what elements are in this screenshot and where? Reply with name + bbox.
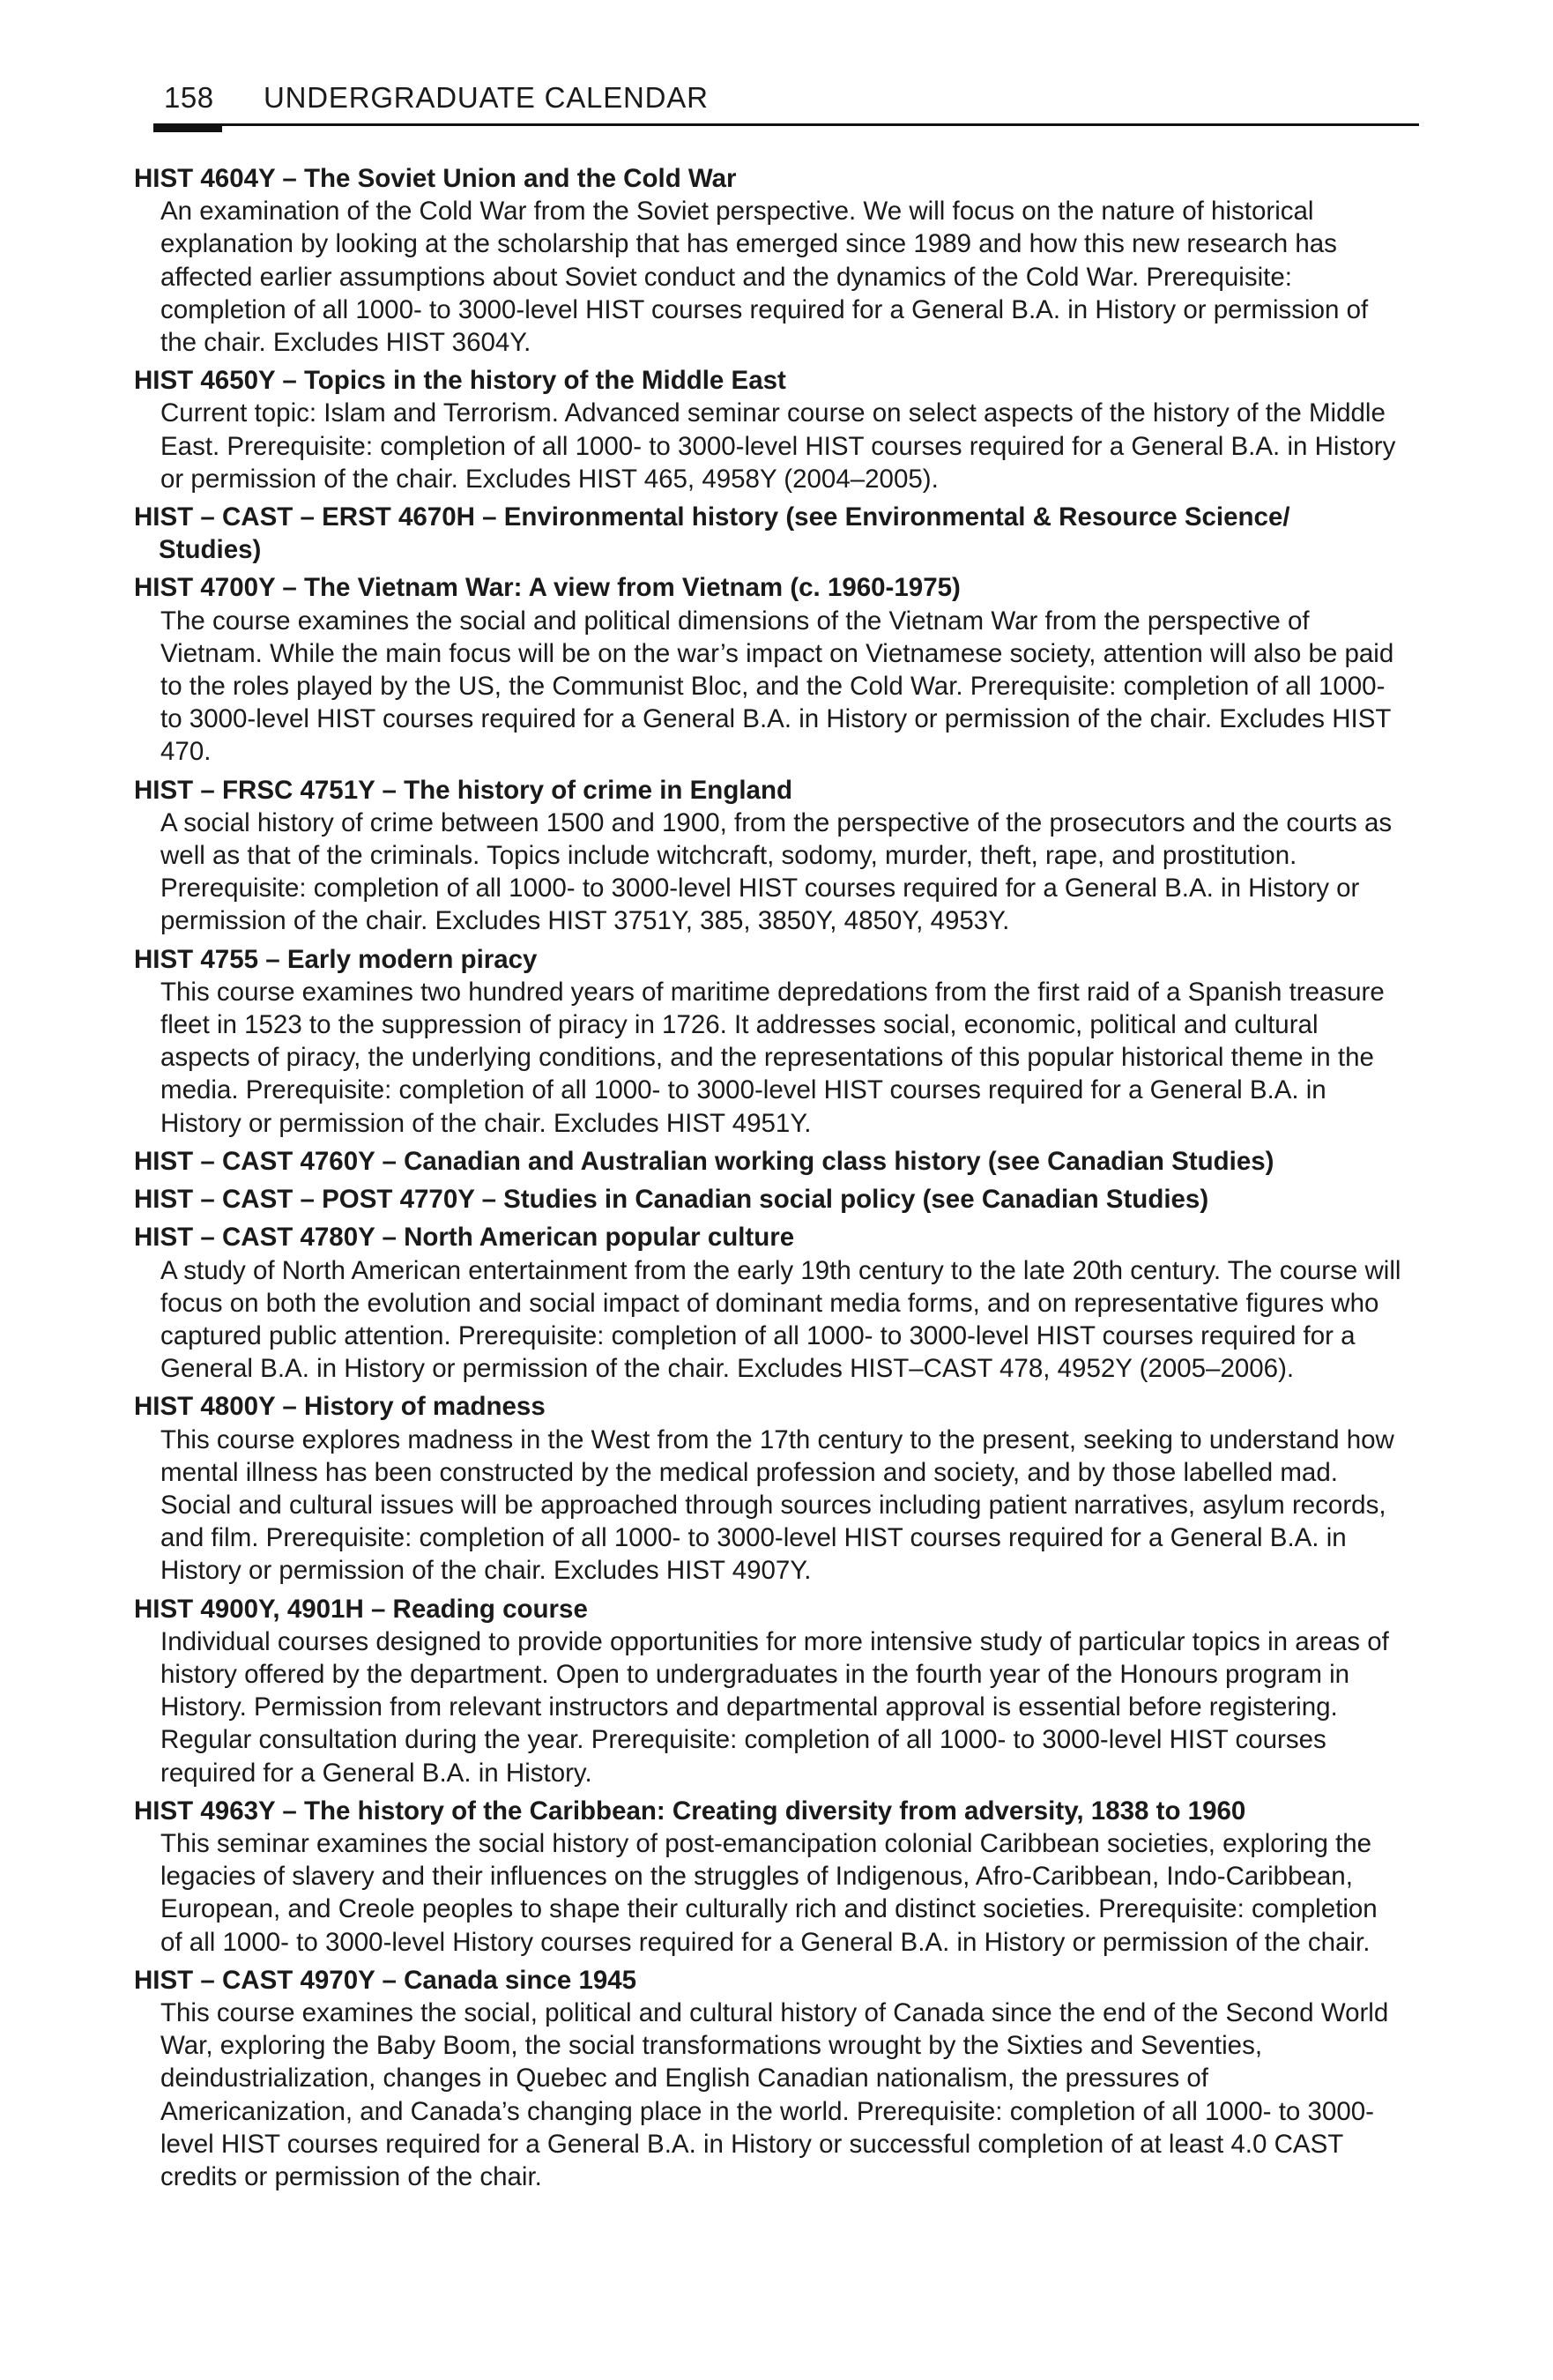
course-description: This course explores madness in the West from the 17th century to the present, seeking to understand how mental illness has been constructed by the medical profession and society, and by those labelled mad. Social and cultural issues will be approached through sources including patient narratives, asylum records, and film. Prerequisite: completion of all 1000- to 3000-level HIST courses required for a General B.A. in History or permission of the chair. Excludes HIST 4907Y. [160, 1424, 1394, 1586]
page-header [127, 81, 1419, 132]
course-entry [134, 1390, 1417, 1587]
course-description: Individual courses designed to provide opportunities for more intensive study of particular topics in areas of history offered by the department. Open to undergraduates in the fourth year of the Honours program in History. Permission from relevant instructors and departmental approval is essential before registering. Regular consultation during the year. Prerequisite: completion of all 1000- to 3000-level HIST courses required for a General B.A. in History. [160, 1626, 1389, 1788]
course-title: HIST – CAST – POST 4770Y – Studies in Canadian social policy (see Canadian Studies) [134, 1185, 1209, 1215]
course-title: HIST 4604Y – The Soviet Union and the Cold War [134, 164, 737, 193]
course-title: HIST 4900Y, 4901H – Reading course [134, 1594, 588, 1624]
course-title: HIST 4700Y – The Vietnam War: A view from Vietnam (c. 1960-1975) [134, 573, 961, 603]
course-description: Current topic: Islam and Terrorism. Advanced seminar course on select aspects of the history of the Middle East. Prerequisite: completion of all 1000- to 3000-level HIST courses required for a General B.A. in History or permission of the chair. Excludes HIST 465, 4958Y (2004–2005). [160, 398, 1396, 494]
course-title: HIST – FRSC 4751Y – The history of crime in England [134, 775, 792, 805]
course-description: This course examines the social, political and cultural history of Canada since the end of the Second World War, exploring the Baby Boom, the social transformations wrought by the Sixties and Seventies, deindustrialization, changes in Quebec and English Canadian nationalism, the pressures of Americanization, and Canada’s changing place in the world. Prerequisite: completion of all 1000- to 3000- level HIST courses required for a General B.A. in History or successful completion of at least 4.0 CAST credits or permission of the chair. [160, 1997, 1389, 2191]
course-entry [134, 1221, 1417, 1385]
course-title-continuation: Studies) [159, 535, 262, 565]
course-title: HIST – CAST 4760Y – Canadian and Australian working class history (see Canadian Studies) [134, 1146, 1274, 1176]
course-entry [134, 1183, 1417, 1216]
course-entry [134, 774, 1417, 938]
course-entry [134, 943, 1417, 1140]
course-description: This seminar examines the social history of post-emancipation colonial Caribbean societies, exploring the legacies of slavery and their influences on the struggles of Indigenous, Afro-Caribbean, Indo-Caribbean, European, and Creole peoples to shape their culturally rich and distinct societies. Prerequisite: completion of all 1000- to 3000-level History courses required for a General B.A. in History or permission of the chair. [160, 1828, 1378, 1957]
course-description: A study of North American entertainment from the early 19th century to the late 20th century. The course will focus on both the evolution and social impact of dominant media forms, and on representative figures who captured public attention. Prerequisite: completion of all 1000- to 3000-level HIST courses required for a General B.A. in History or permission of the chair. Excludes HIST–CAST 478, 4952Y (2005–2006). [160, 1255, 1401, 1384]
course-description: A social history of crime between 1500 and 1900, from the perspective of the prosecutors and the courts as well as that of the criminals. Topics include witchcraft, sodomy, murder, theft, rape, and prostitution. Prerequisite: completion of all 1000- to 3000-level HIST courses required for a General B.A. in History or permission of the chair. Excludes HIST 3751Y, 385, 3850Y, 4850Y, 4953Y. [160, 807, 1393, 936]
course-title: HIST – CAST 4970Y – Canada since 1945 [134, 1965, 637, 1995]
course-title: HIST 4755 – Early modern piracy [134, 944, 538, 974]
course-listing [134, 162, 1417, 2198]
header-tab-marker [153, 123, 222, 132]
course-title: HIST 4963Y – The history of the Caribbean: Creating diversity from adversity, 1838 to 1960 [134, 1796, 1246, 1826]
course-description: An examination of the Cold War from the Soviet perspective. We will focus on the nature of historical explanation by looking at the scholarship that has emerged since 1989 and how this new research has affected earlier assumptions about Soviet conduct and the dynamics of the Cold War. Prerequisite: completion of all 1000- to 3000-level HIST courses required for a General B.A. in History or permission of the chair. Excludes HIST 3604Y. [160, 197, 1369, 358]
running-title: UNDERGRADUATE CALENDAR [264, 81, 709, 114]
course-entry [134, 571, 1417, 768]
course-title: HIST – CAST 4780Y – North American popular culture [134, 1223, 795, 1253]
course-entry [134, 1145, 1417, 1178]
course-entry [134, 1593, 1417, 1789]
course-title: HIST – CAST – ERST 4670H – Environmental history (see Environmental & Resource Science/ Studies) [134, 501, 1417, 566]
course-entry [134, 1795, 1417, 1959]
course-entry [134, 501, 1417, 566]
course-title: HIST 4800Y – History of madness [134, 1392, 546, 1422]
course-entry [134, 364, 1417, 495]
course-description: The course examines the social and political dimensions of the Vietnam War from the perspective of Vietnam. While the main focus will be on the war’s impact on Vietnamese society, attention will also be paid to the roles played by the US, the Communist Bloc, and the Cold War. Prerequisite: completion of all 1000- to 3000-level HIST courses required for a General B.A. in History or permission of the chair. Excludes HIST 470. [160, 606, 1394, 767]
course-entry [134, 162, 1417, 359]
page-number: 158 [164, 81, 214, 114]
course-entry [134, 1964, 1417, 2193]
course-description: This course examines two hundred years of maritime depredations from the first raid of a Spanish treasure fleet in 1523 to the suppression of piracy in 1726. It addresses social, economic, political and cultural aspects of piracy, the underlying conditions, and the representations of this popular historical theme in the media. Prerequisite: completion of all 1000- to 3000-level HIST courses required for a General B.A. in History or permission of the chair. Excludes HIST 4951Y. [160, 977, 1385, 1138]
header-rule [153, 123, 1419, 126]
course-title: HIST 4650Y – Topics in the history of the Middle East [134, 366, 786, 396]
